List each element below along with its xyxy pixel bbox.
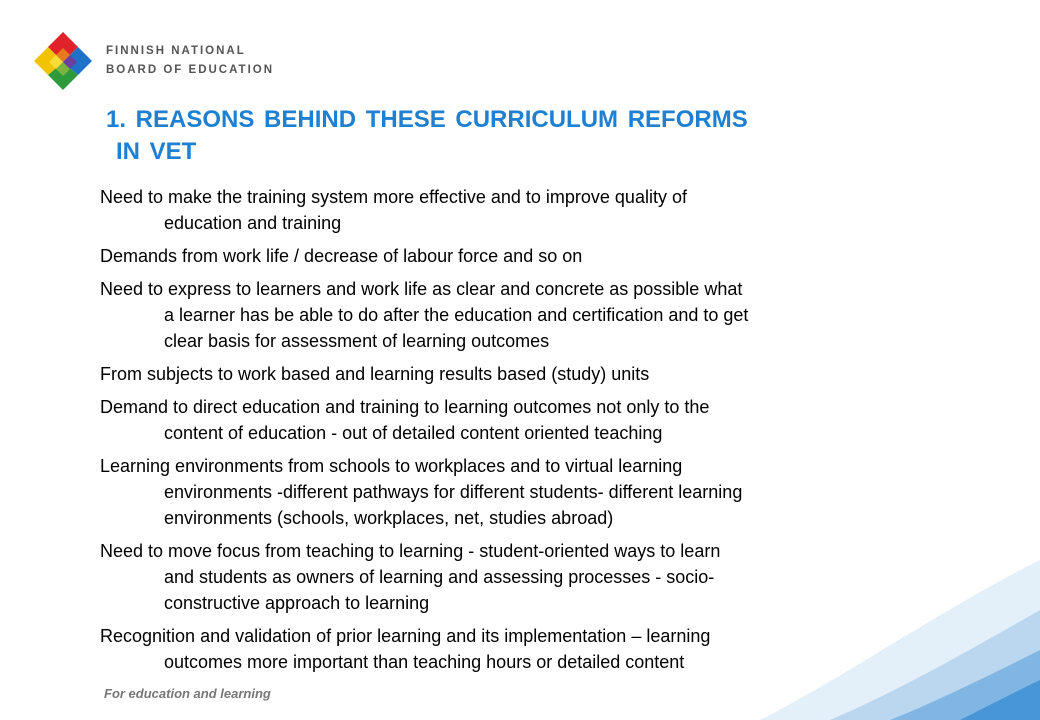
- list-item-line: a learner has be able to do after the education and certification and to get: [164, 305, 749, 325]
- list-item-line: content of education - out of detailed content oriented teaching: [164, 423, 663, 443]
- list-item-line: environments (schools, workplaces, net, studies abroad): [164, 508, 614, 528]
- list-item-line: education and training: [164, 213, 342, 233]
- list-item: [100, 243, 980, 269]
- slide-title: [106, 104, 986, 168]
- list-item-line: and students as owners of learning and assessing processes - socio-: [164, 567, 715, 587]
- list-item: [100, 361, 980, 387]
- list-item: [100, 453, 980, 531]
- slide-title-line2: IN VET: [116, 138, 197, 165]
- list-item-line: Demand to direct education and training to learning outcomes not only to the: [100, 397, 710, 417]
- slide-title-line1: 1. REASONS BEHIND THESE CURRICULUM REFORMS: [106, 106, 748, 133]
- list-item-line: constructive approach to learning: [164, 593, 430, 613]
- list-item-line: Need to make the training system more effective and to improve quality of: [100, 187, 687, 207]
- list-item-line: environments -different pathways for different students- different learning: [164, 482, 743, 502]
- organization-name-line2: BOARD OF EDUCATION: [106, 64, 275, 76]
- list-item-line: From subjects to work based and learning results based (study) units: [100, 364, 650, 384]
- decorative-wave-icon: [720, 540, 1040, 720]
- list-item-line: Demands from work life / decrease of labour force and so on: [100, 246, 583, 266]
- list-item: [100, 184, 980, 236]
- list-item-line: clear basis for assessment of learning outcomes: [164, 331, 550, 351]
- list-item-line: Recognition and validation of prior learning and its implementation – learning: [100, 626, 711, 646]
- footer-tagline: For education and learning: [104, 686, 271, 701]
- list-item-line: Need to move focus from teaching to learning - student-oriented ways to learn: [100, 541, 721, 561]
- organization-name: [106, 42, 274, 80]
- list-item: [100, 394, 980, 446]
- organization-name-line1: FINNISH NATIONAL: [106, 45, 246, 57]
- list-item: [100, 276, 980, 354]
- list-item-line: outcomes more important than teaching hours or detailed content: [164, 652, 685, 672]
- fnbe-logo-icon: [32, 30, 94, 92]
- list-item-line: Learning environments from schools to workplaces and to virtual learning: [100, 456, 683, 476]
- list-item-line: Need to express to learners and work life as clear and concrete as possible what: [100, 279, 743, 299]
